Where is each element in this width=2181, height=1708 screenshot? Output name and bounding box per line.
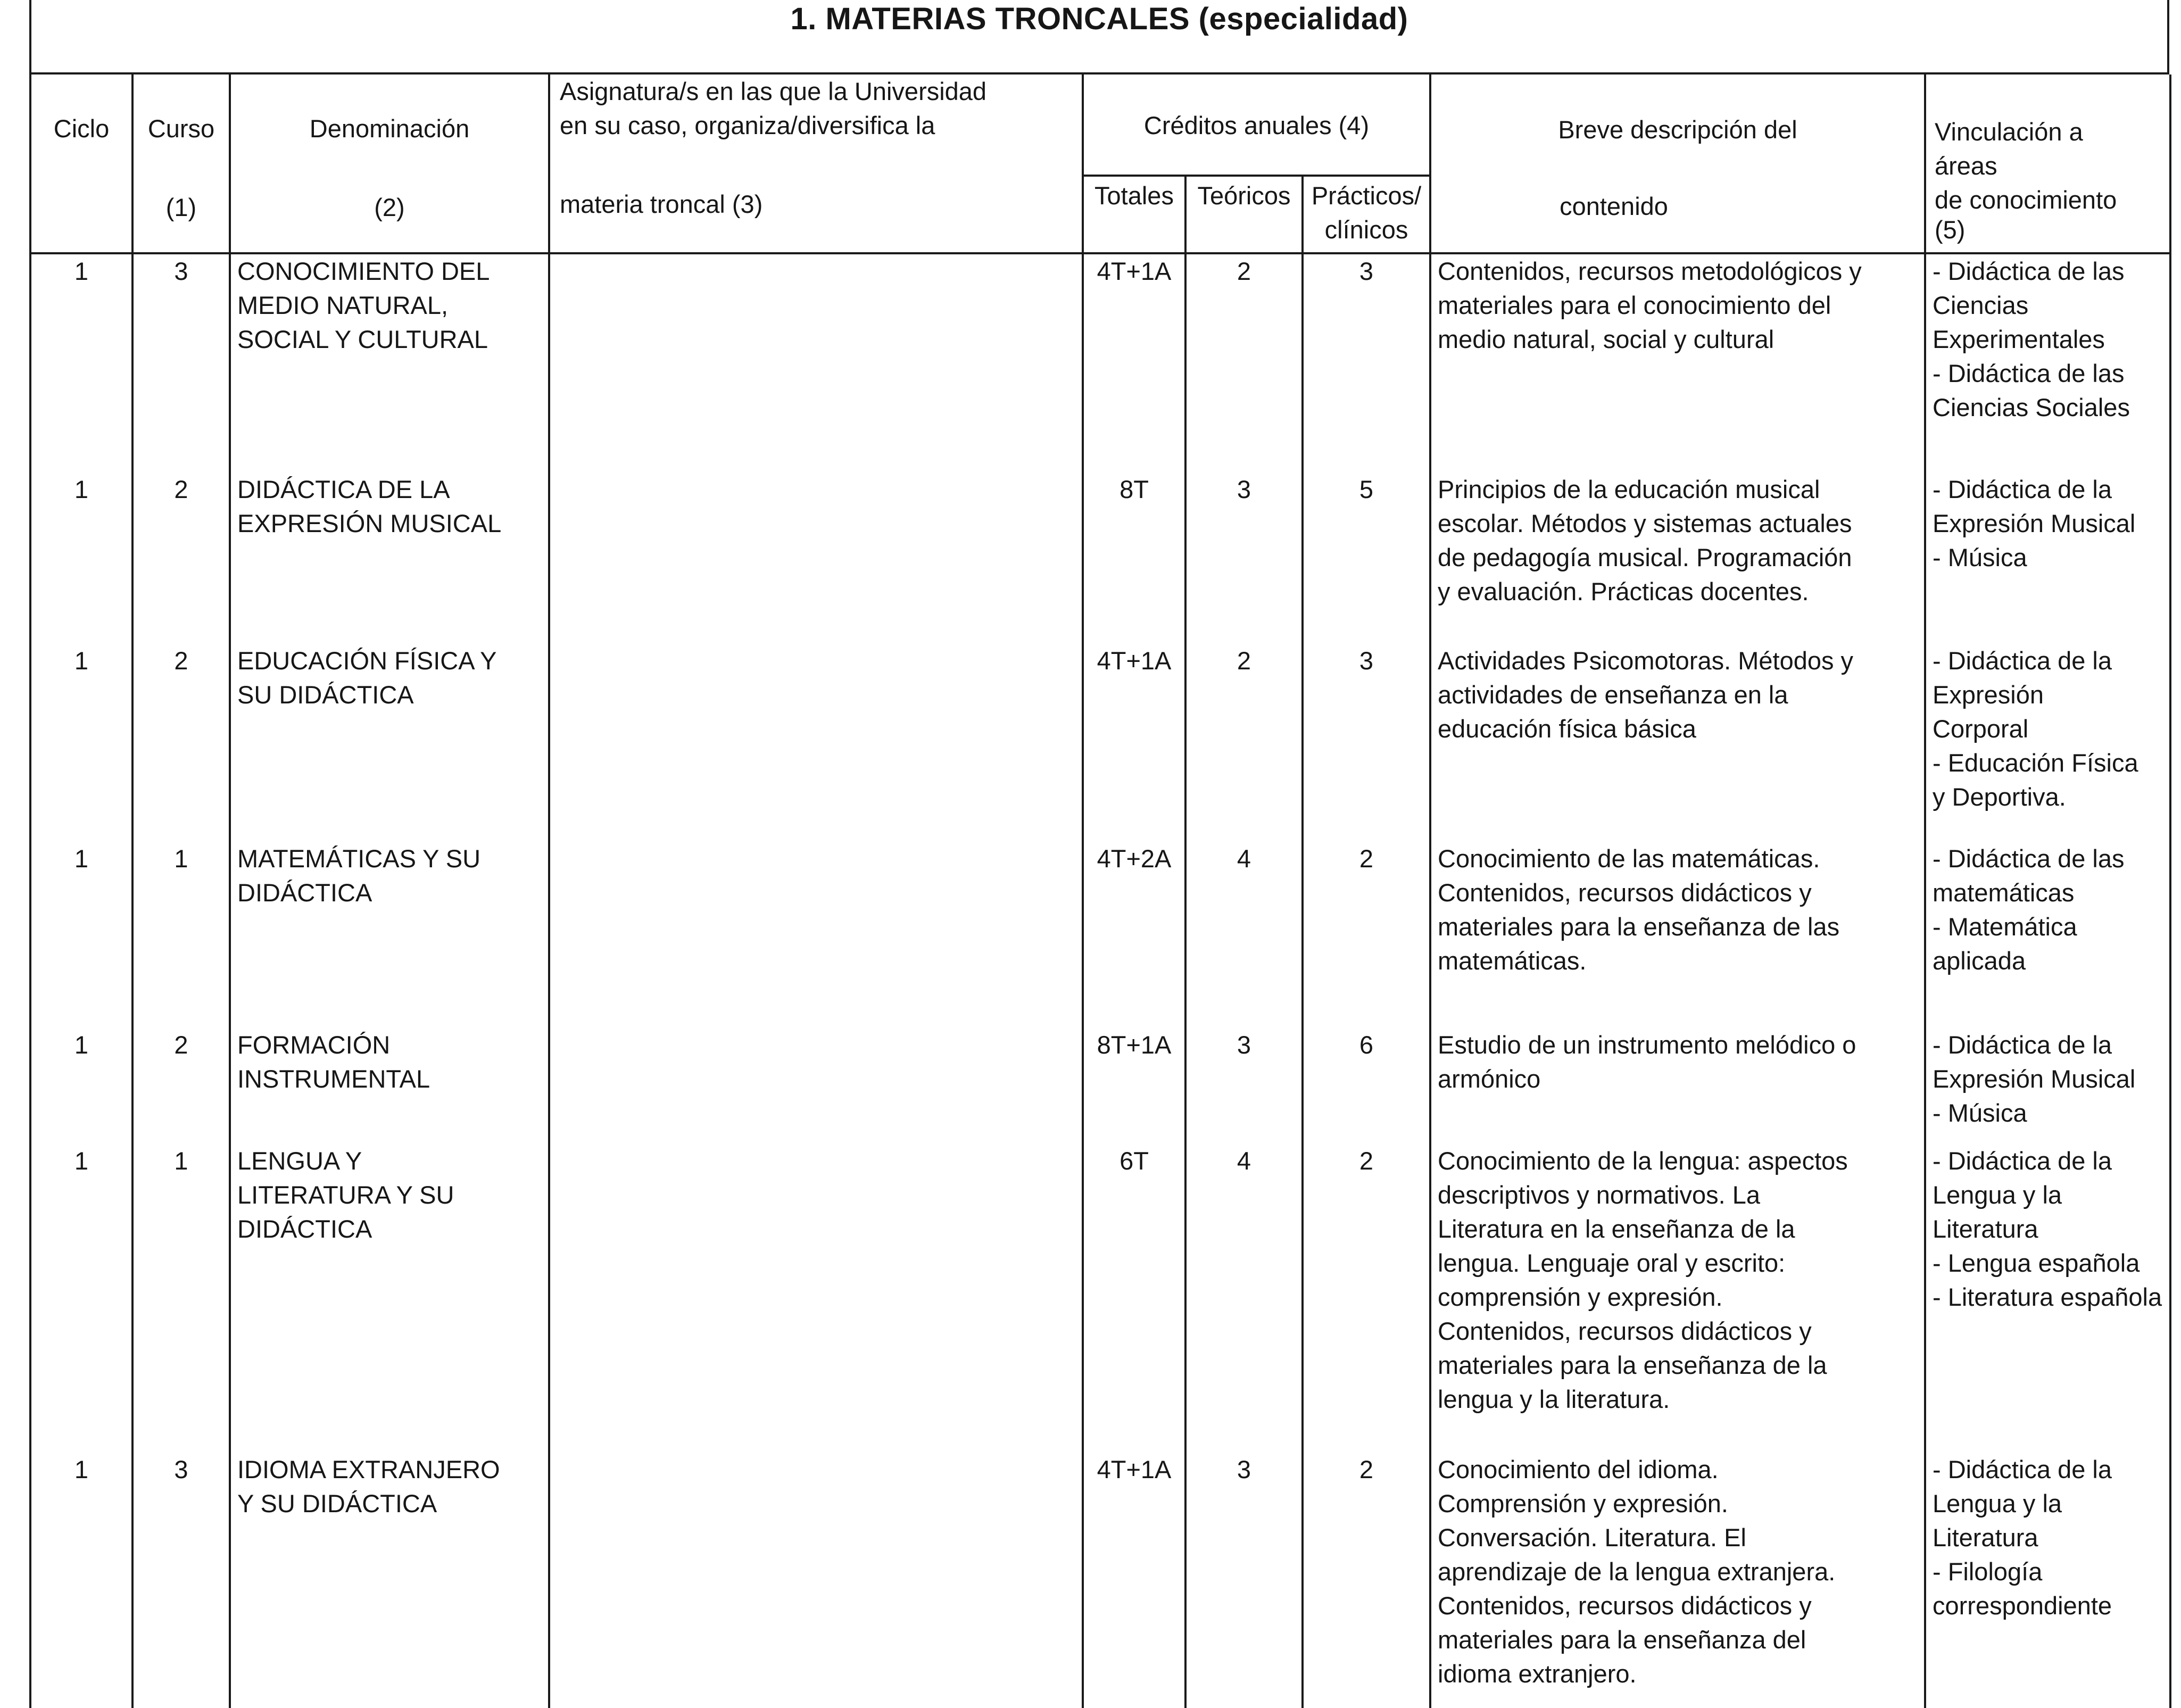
area-line: Ciencias Sociales <box>1933 393 2130 421</box>
header-creditos-label: Créditos anuales (4) <box>1143 111 1370 139</box>
header-curso-note: (1) <box>165 193 197 221</box>
cell-vinculacion <box>1925 644 2170 842</box>
denominacion-line: EDUCACIÓN FÍSICA Y <box>237 646 497 675</box>
header-denominacion <box>230 74 549 253</box>
cell-practicos <box>1303 1453 1430 1708</box>
area-line: - Didáctica de la <box>1933 1455 2112 1483</box>
header-totales-label: Totales <box>1094 181 1174 210</box>
cell-totales <box>1083 644 1185 842</box>
area-line: - Didáctica de la <box>1933 475 2112 503</box>
area-line: Lengua y la <box>1933 1489 2062 1518</box>
cell-vinculacion <box>1925 253 2170 472</box>
area-line: - Lengua española <box>1933 1249 2140 1277</box>
page-title: 1. MATERIAS TRONCALES (especialidad) <box>790 2 1408 36</box>
descripcion-line: escolar. Métodos y sistemas actuales <box>1438 509 1852 537</box>
cell-curso <box>132 253 230 472</box>
descripcion-line: Conversación. Literatura. El <box>1438 1523 1746 1552</box>
practicos-value: 6 <box>1359 1031 1374 1059</box>
ciclo-value: 1 <box>74 1031 89 1059</box>
teoricos-value: 3 <box>1237 1031 1251 1059</box>
cell-vinculacion <box>1925 1028 2170 1144</box>
header-vinculacion-line: de conocimiento <box>1935 186 2117 214</box>
header-practicos <box>1303 176 1430 253</box>
cell-descripcion <box>1430 1144 1925 1453</box>
practicos-value: 2 <box>1359 1147 1374 1175</box>
header-vinculacion-line: (5) <box>1935 215 1966 244</box>
cell-teoricos <box>1185 472 1303 644</box>
practicos-value: 3 <box>1359 257 1374 285</box>
descripcion-line: educación física básica <box>1438 715 1696 743</box>
table-row <box>30 1453 2170 1708</box>
practicos-value: 5 <box>1359 475 1374 503</box>
denominacion-line: EXPRESIÓN MUSICAL <box>237 509 502 537</box>
curso-value: 2 <box>174 1031 188 1059</box>
area-line: - Didáctica de la <box>1933 1147 2112 1175</box>
cell-denominacion <box>230 842 549 1028</box>
practicos-value: 2 <box>1359 844 1374 873</box>
area-line: Expresión Musical <box>1933 509 2136 537</box>
area-line: - Música <box>1933 543 2027 571</box>
area-line: aplicada <box>1933 947 2026 975</box>
area-line: - Literatura española <box>1933 1283 2162 1311</box>
cell-teoricos <box>1185 1144 1303 1453</box>
ciclo-value: 1 <box>74 1455 89 1483</box>
header-asignatura-line: materia troncal (3) <box>560 190 763 218</box>
table-body <box>30 253 2170 1708</box>
curso-value: 3 <box>174 257 188 285</box>
descripcion-line: materiales para la enseñanza de las <box>1438 913 1840 941</box>
cell-vinculacion <box>1925 842 2170 1028</box>
cell-denominacion <box>230 472 549 644</box>
descripcion-line: Conocimiento de la lengua: aspectos <box>1438 1147 1848 1175</box>
denominacion-line: MEDIO NATURAL, <box>237 291 449 319</box>
cell-descripcion <box>1430 253 1925 472</box>
cell-asignatura <box>549 1453 1083 1708</box>
table-row <box>30 472 2170 644</box>
cell-teoricos <box>1185 644 1303 842</box>
cell-denominacion <box>230 1144 549 1453</box>
practicos-value: 2 <box>1359 1455 1374 1483</box>
curso-value: 1 <box>174 844 188 873</box>
header-ciclo <box>30 74 132 253</box>
descripcion-line: Contenidos, recursos didácticos y <box>1438 878 1812 907</box>
totales-value: 4T+2A <box>1097 844 1172 873</box>
cell-practicos <box>1303 644 1430 842</box>
practicos-value: 3 <box>1359 646 1374 675</box>
area-line: - Matemática <box>1933 913 2077 941</box>
totales-value: 8T <box>1119 475 1149 503</box>
area-line: Experimentales <box>1933 325 2105 353</box>
header-denominacion-note: (2) <box>374 193 405 221</box>
header-vinculacion <box>1925 74 2170 253</box>
ciclo-value: 1 <box>74 1147 89 1175</box>
area-line: - Didáctica de la <box>1933 1031 2112 1059</box>
descripcion-line: lengua y la literatura. <box>1438 1385 1670 1413</box>
teoricos-value: 3 <box>1237 475 1251 503</box>
header-vinculacion-line: áreas <box>1935 152 1997 180</box>
cell-practicos <box>1303 253 1430 472</box>
cell-descripcion <box>1430 842 1925 1028</box>
denominacion-line: DIDÁCTICA <box>237 878 372 907</box>
cell-asignatura <box>549 472 1083 644</box>
cell-asignatura <box>549 253 1083 472</box>
area-line: matemáticas <box>1933 878 2075 907</box>
denominacion-line: CONOCIMIENTO DEL <box>237 257 490 285</box>
cell-teoricos <box>1185 1028 1303 1144</box>
table-row <box>30 842 2170 1028</box>
denominacion-line: Y SU DIDÁCTICA <box>237 1489 437 1518</box>
area-line: - Educación Física <box>1933 749 2138 777</box>
area-line: - Didáctica de las <box>1933 359 2125 387</box>
ciclo-value: 1 <box>74 646 89 675</box>
table-row <box>30 1028 2170 1144</box>
descripcion-line: Contenidos, recursos didácticos y <box>1438 1591 1812 1620</box>
area-line: Literatura <box>1933 1215 2038 1243</box>
ciclo-value: 1 <box>74 475 89 503</box>
cell-totales <box>1083 1453 1185 1708</box>
descripcion-line: descriptivos y normativos. La <box>1438 1181 1761 1209</box>
descripcion-line: de pedagogía musical. Programación <box>1438 543 1852 571</box>
descripcion-line: Comprensión y expresión. <box>1438 1489 1728 1518</box>
descripcion-line: comprensión y expresión. <box>1438 1283 1723 1311</box>
cell-totales <box>1083 1144 1185 1453</box>
table-row <box>30 1144 2170 1453</box>
cell-curso <box>132 1144 230 1453</box>
ciclo-value: 1 <box>74 844 89 873</box>
cell-teoricos <box>1185 842 1303 1028</box>
header-practicos-line: Prácticos/ <box>1311 181 1422 210</box>
cell-descripcion <box>1430 1028 1925 1144</box>
cell-practicos <box>1303 1028 1430 1144</box>
denominacion-line: LITERATURA Y SU <box>237 1181 454 1209</box>
ciclo-value: 1 <box>74 257 89 285</box>
cell-vinculacion <box>1925 472 2170 644</box>
area-line: - Filología <box>1933 1557 2043 1586</box>
cell-ciclo <box>30 1028 132 1144</box>
header-curso <box>132 74 230 253</box>
cell-asignatura <box>549 1028 1083 1144</box>
descripcion-line: Estudio de un instrumento melódico o <box>1438 1031 1856 1059</box>
area-line: correspondiente <box>1933 1591 2112 1620</box>
cell-vinculacion <box>1925 1144 2170 1453</box>
cell-vinculacion <box>1925 1453 2170 1708</box>
header-descripcion-line: contenido <box>1560 192 1668 220</box>
area-line: Expresión Musical <box>1933 1065 2136 1093</box>
area-line: - Didáctica de las <box>1933 844 2125 873</box>
table-row <box>30 644 2170 842</box>
cell-asignatura <box>549 644 1083 842</box>
denominacion-line: MATEMÁTICAS Y SU <box>237 844 481 873</box>
cell-practicos <box>1303 1144 1430 1453</box>
denominacion-line: IDIOMA EXTRANJERO <box>237 1455 500 1483</box>
header-asignatura <box>549 74 1083 253</box>
cell-practicos <box>1303 472 1430 644</box>
descripcion-line: Actividades Psicomotoras. Métodos y <box>1438 646 1854 675</box>
cell-ciclo <box>30 253 132 472</box>
teoricos-value: 2 <box>1237 257 1251 285</box>
header-asignatura-line: en su caso, organiza/diversifica la <box>560 111 935 139</box>
descripcion-line: Conocimiento del idioma. <box>1438 1455 1719 1483</box>
area-line: Lengua y la <box>1933 1181 2062 1209</box>
cell-ciclo <box>30 472 132 644</box>
denominacion-line: LENGUA Y <box>237 1147 362 1175</box>
cell-teoricos <box>1185 1453 1303 1708</box>
descripcion-line: actividades de enseñanza en la <box>1438 681 1788 709</box>
header-vinculacion-line: Vinculación a <box>1935 118 2083 146</box>
cell-ciclo <box>30 842 132 1028</box>
descripcion-line: Literatura en la enseñanza de la <box>1438 1215 1795 1243</box>
header-denominacion-label: Denominación <box>309 114 470 143</box>
cell-descripcion <box>1430 644 1925 842</box>
denominacion-line: SOCIAL Y CULTURAL <box>237 325 488 353</box>
area-line: Corporal <box>1933 715 2029 743</box>
denominacion-line: FORMACIÓN <box>237 1031 391 1059</box>
cell-denominacion <box>230 1028 549 1144</box>
title-box <box>29 0 2169 74</box>
header-creditos <box>1083 74 1430 176</box>
curso-value: 1 <box>174 1147 188 1175</box>
cell-denominacion <box>230 253 549 472</box>
header-curso-label: Curso <box>147 114 215 143</box>
header-descripcion <box>1430 74 1925 253</box>
curso-value: 2 <box>174 475 188 503</box>
table-header <box>30 74 2170 253</box>
cell-ciclo <box>30 1144 132 1453</box>
descripcion-line: armónico <box>1438 1065 1541 1093</box>
header-ciclo-label: Ciclo <box>53 114 110 143</box>
descripcion-line: Conocimiento de las matemáticas. <box>1438 844 1820 873</box>
cell-totales <box>1083 253 1185 472</box>
cell-curso <box>132 1028 230 1144</box>
denominacion-line: DIDÁCTICA <box>237 1215 372 1243</box>
header-descripcion-line: Breve descripción del <box>1558 115 1797 144</box>
descripcion-line: materiales para la enseñanza de la <box>1438 1351 1827 1379</box>
cell-denominacion <box>230 644 549 842</box>
cell-practicos <box>1303 842 1430 1028</box>
descripcion-line: Contenidos, recursos didácticos y <box>1438 1317 1812 1345</box>
area-line: Ciencias <box>1933 291 2029 319</box>
cell-curso <box>132 644 230 842</box>
area-line: - Música <box>1933 1099 2027 1127</box>
descripcion-line: lengua. Lenguaje oral y escrito: <box>1438 1249 1786 1277</box>
cell-curso <box>132 842 230 1028</box>
denominacion-line: SU DIDÁCTICA <box>237 681 414 709</box>
totales-value: 4T+1A <box>1097 1455 1172 1483</box>
cell-descripcion <box>1430 1453 1925 1708</box>
curso-value: 2 <box>174 646 188 675</box>
denominacion-line: INSTRUMENTAL <box>237 1065 430 1093</box>
totales-value: 4T+1A <box>1097 257 1172 285</box>
denominacion-line: DIDÁCTICA DE LA <box>237 475 450 503</box>
teoricos-value: 3 <box>1237 1455 1251 1483</box>
header-totales <box>1083 176 1185 253</box>
cell-totales <box>1083 1028 1185 1144</box>
curso-value: 3 <box>174 1455 188 1483</box>
totales-value: 4T+1A <box>1097 646 1172 675</box>
cell-ciclo <box>30 1453 132 1708</box>
teoricos-value: 4 <box>1237 844 1251 873</box>
header-asignatura-line: Asignatura/s en las que la Universidad <box>560 77 987 105</box>
cell-totales <box>1083 842 1185 1028</box>
cell-asignatura <box>549 842 1083 1028</box>
totales-value: 8T+1A <box>1097 1031 1172 1059</box>
descripcion-line: Principios de la educación musical <box>1438 475 1820 503</box>
teoricos-value: 4 <box>1237 1147 1251 1175</box>
header-teoricos-label: Teóricos <box>1197 181 1291 210</box>
descripcion-line: materiales para la enseñanza del <box>1438 1626 1806 1654</box>
teoricos-value: 2 <box>1237 646 1251 675</box>
descripcion-line: idioma extranjero. <box>1438 1660 1637 1688</box>
cell-totales <box>1083 472 1185 644</box>
totales-value: 6T <box>1119 1147 1149 1175</box>
descripcion-line: matemáticas. <box>1438 947 1587 975</box>
cell-denominacion <box>230 1453 549 1708</box>
area-line: y Deportiva. <box>1933 783 2066 811</box>
area-line: Literatura <box>1933 1523 2038 1552</box>
descripcion-line: y evaluación. Prácticas docentes. <box>1438 577 1809 606</box>
descripcion-line: materiales para el conocimiento del <box>1438 291 1831 319</box>
table-row <box>30 253 2170 472</box>
descripcion-line: medio natural, social y cultural <box>1438 325 1774 353</box>
cell-descripcion <box>1430 472 1925 644</box>
area-line: - Didáctica de la <box>1933 646 2112 675</box>
descripcion-line: Contenidos, recursos metodológicos y <box>1438 257 1862 285</box>
cell-curso <box>132 472 230 644</box>
area-line: Expresión <box>1933 681 2044 709</box>
descripcion-line: aprendizaje de la lengua extranjera. <box>1438 1557 1836 1586</box>
cell-curso <box>132 1453 230 1708</box>
cell-teoricos <box>1185 253 1303 472</box>
cell-ciclo <box>30 644 132 842</box>
header-teoricos <box>1185 176 1303 253</box>
materias-table <box>29 74 2171 1708</box>
area-line: - Didáctica de las <box>1933 257 2125 285</box>
header-practicos-line: clínicos <box>1324 215 1408 244</box>
cell-asignatura <box>549 1144 1083 1453</box>
